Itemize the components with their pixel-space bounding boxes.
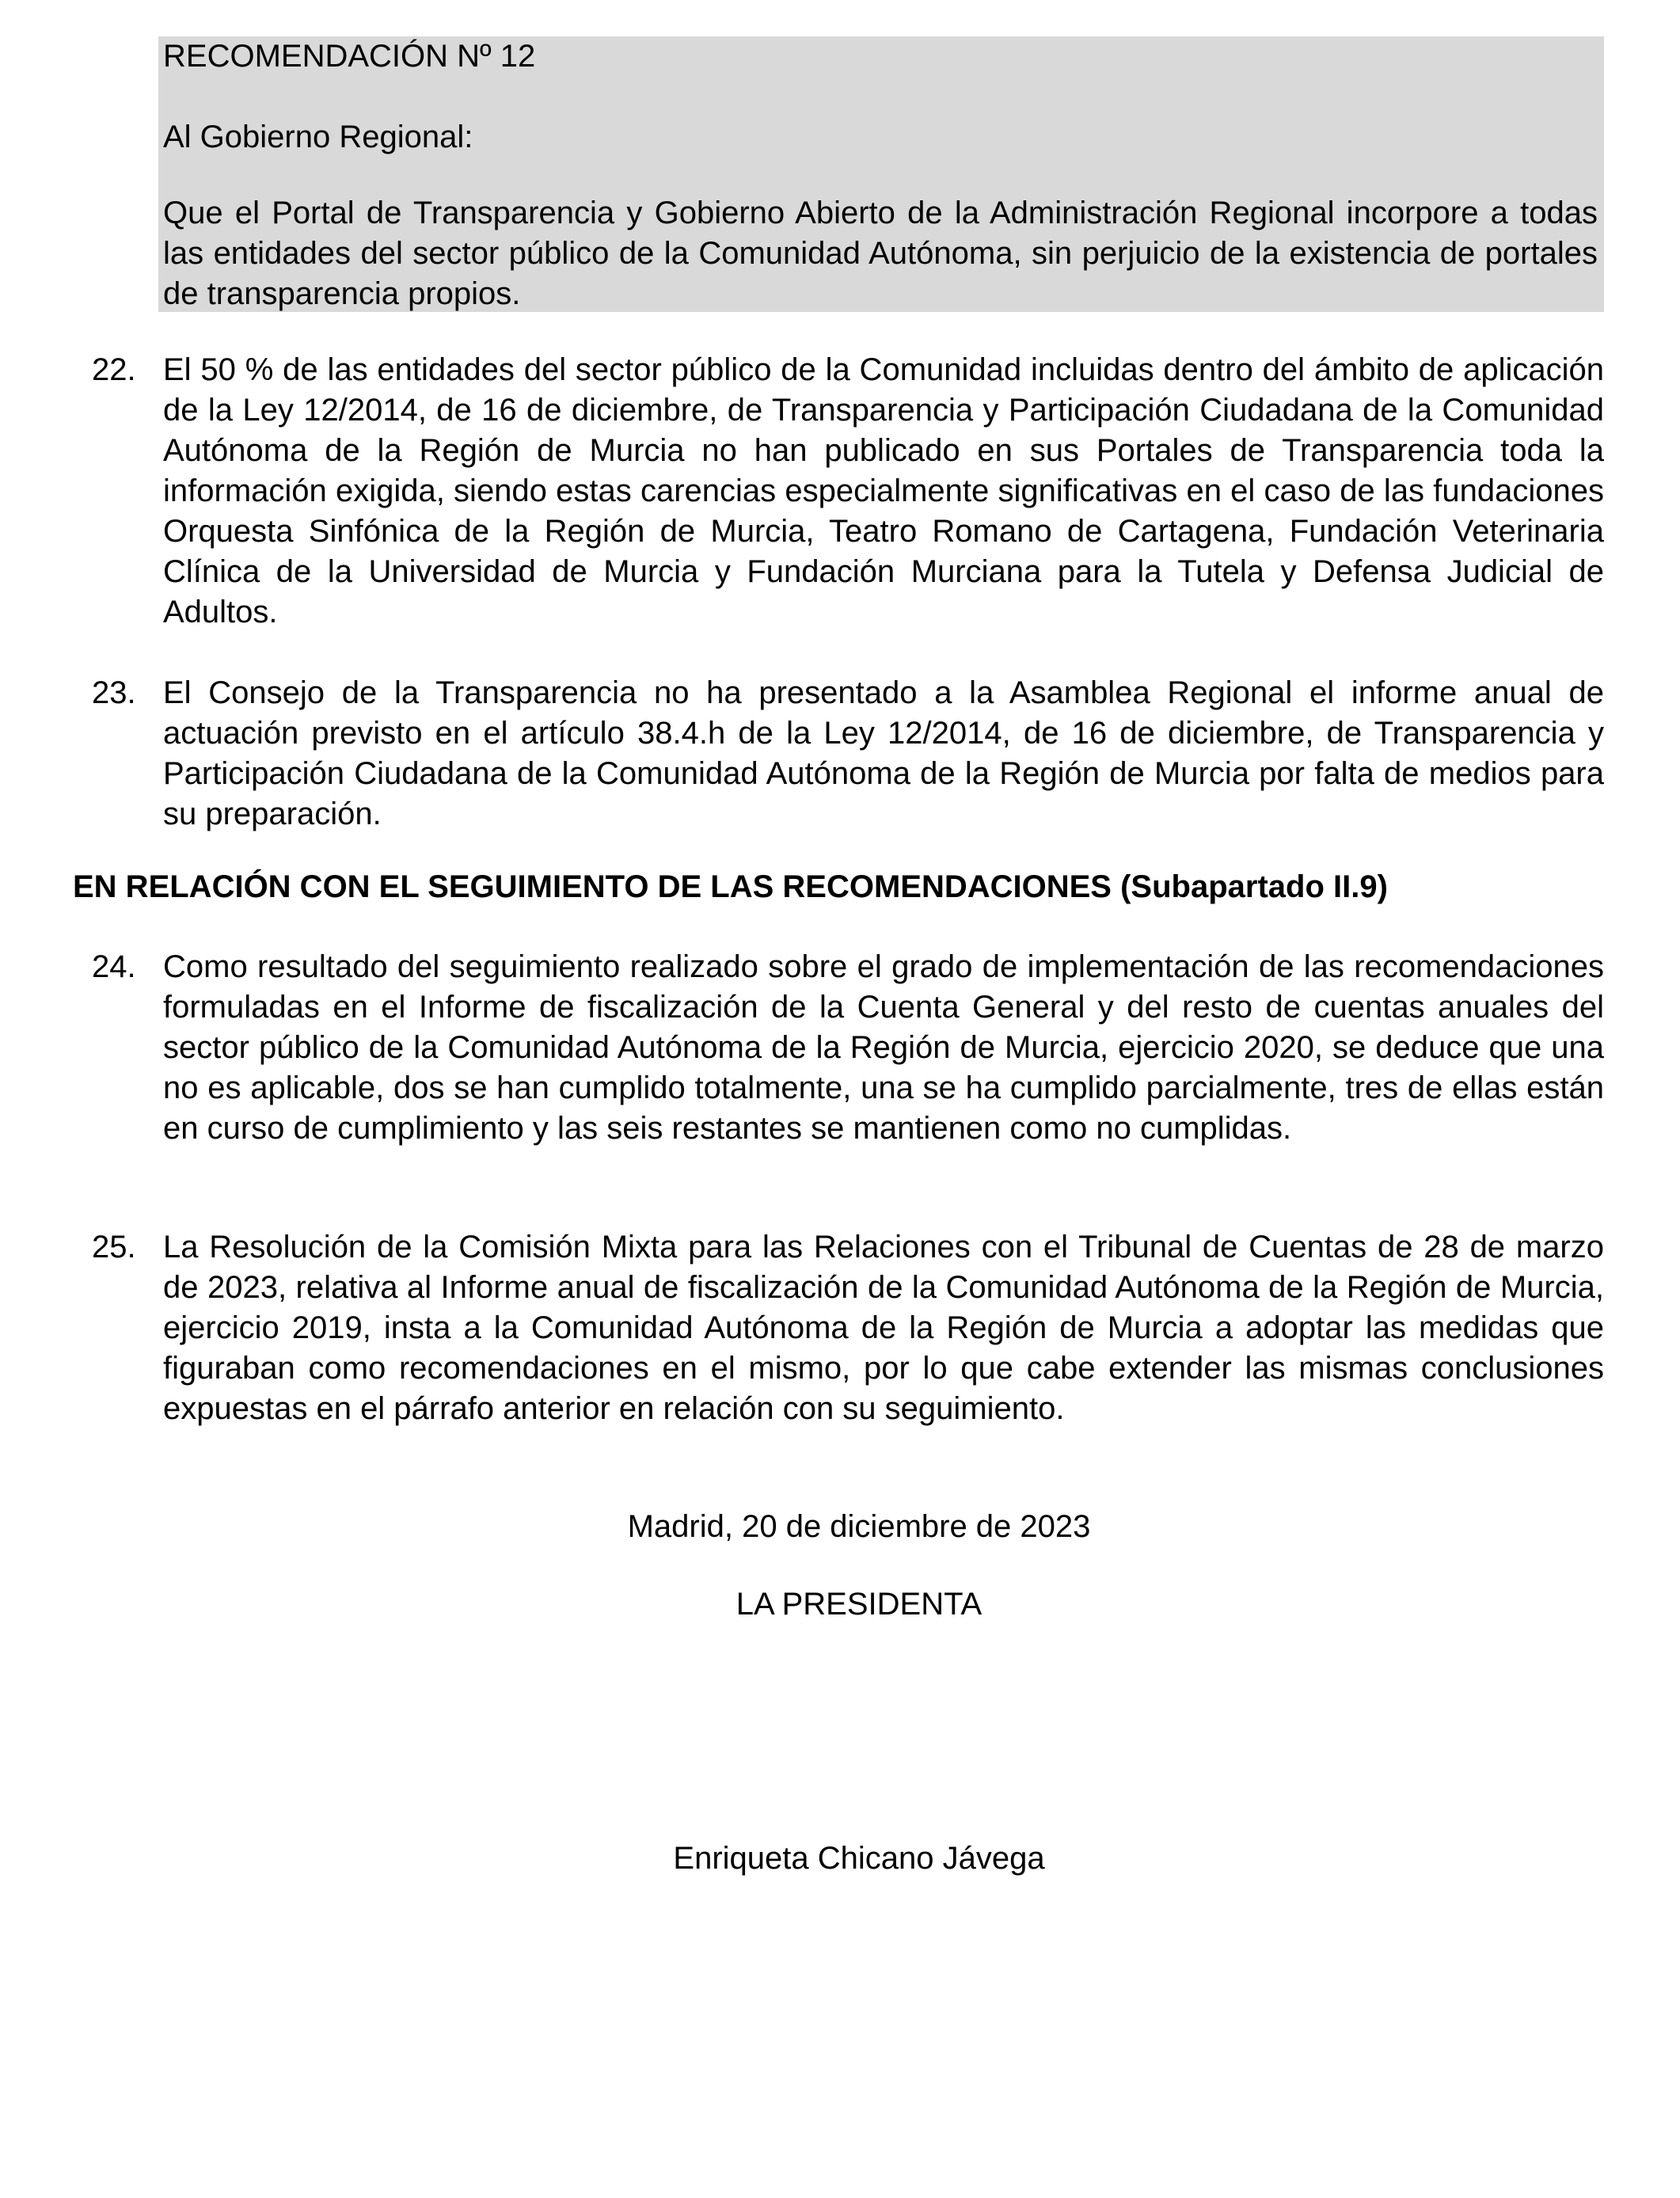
signatory-role: LA PRESIDENTA xyxy=(735,1587,983,1622)
item-number: 22. xyxy=(92,352,136,387)
item-text: El 50 % de las entidades del sector público de la Comunidad incluidas dentro del ámbito de aplicación de la Ley 12/2014, de 16 de diciembre, de Transparencia y Participación Ciudadana de la Comunidad Autónoma de la Región de Murcia no han publicado en sus Portales de Transparencia toda la información exigida, siendo estas carencias especialmente significativas en el caso de las fundaciones Orquesta Sinfónica de la Región de Murcia, Teatro Romano de Cartagena, Fundación Veterinaria Clínica de la Universidad de Murcia y Fundación Murciana para la Tutela y Defensa Judicial de Adultos. xyxy=(163,352,1604,629)
item-text: Como resultado del seguimiento realizado sobre el grado de implementación de las recomendaciones formuladas en el Informe de fiscalización de la Cuenta General y del resto de cuentas anuales del sector público de la Comunidad Autónoma de la Región de Murcia, ejercicio 2020, se deduce que una no es aplicable, dos se han cumplido totalmente, una se ha cumplido parcialmente, tres de ellas están en curso de cumplimiento y las seis restantes se mantienen como no cumplidas. xyxy=(163,949,1604,1146)
recommendation-body: Que el Portal de Transparencia y Gobierno Abierto de la Administración Regional incorpore a todas las entidades del sector público de la Comunidad Autónoma, sin perjuicio de la existencia de portales de transparencia propios. xyxy=(163,196,1598,311)
signatory-name: Enriqueta Chicano Jávega xyxy=(673,1841,1045,1876)
recommendation-addressee: Al Gobierno Regional: xyxy=(163,120,473,154)
recommendation-box xyxy=(158,36,1604,312)
section-heading: EN RELACIÓN CON EL SEGUIMIENTO DE LAS RECOMENDACIONES (Subapartado II.9) xyxy=(73,869,1388,904)
item-number: 24. xyxy=(92,949,136,984)
item-number: 25. xyxy=(92,1230,136,1264)
item-number: 23. xyxy=(92,675,136,710)
place-date: Madrid, 20 de diciembre de 2023 xyxy=(627,1509,1091,1544)
item-text: El Consejo de la Transparencia no ha presentado a la Asamblea Regional el informe anual de actuación previsto en el artículo 38.4.h de la Ley 12/2014, de 16 de diciembre, de Transparencia y Participación Ciudadana de la Comunidad Autónoma de la Región de Murcia por falta de medios para su preparación. xyxy=(163,675,1604,831)
item-text: La Resolución de la Comisión Mixta para las Relaciones con el Tribunal de Cuentas de 28 de marzo de 2023, relativa al Informe anual de fiscalización de la Comunidad Autónoma de la Región de Murcia, ejercicio 2019, insta a la Comunidad Autónoma de la Región de Murcia a adoptar las medidas que figuraban como recomendaciones en el mismo, por lo que cabe extender las mismas conclusiones expuestas en el párrafo anterior en relación con su seguimiento. xyxy=(163,1230,1604,1426)
recommendation-title: RECOMENDACIÓN Nº 12 xyxy=(163,39,536,74)
